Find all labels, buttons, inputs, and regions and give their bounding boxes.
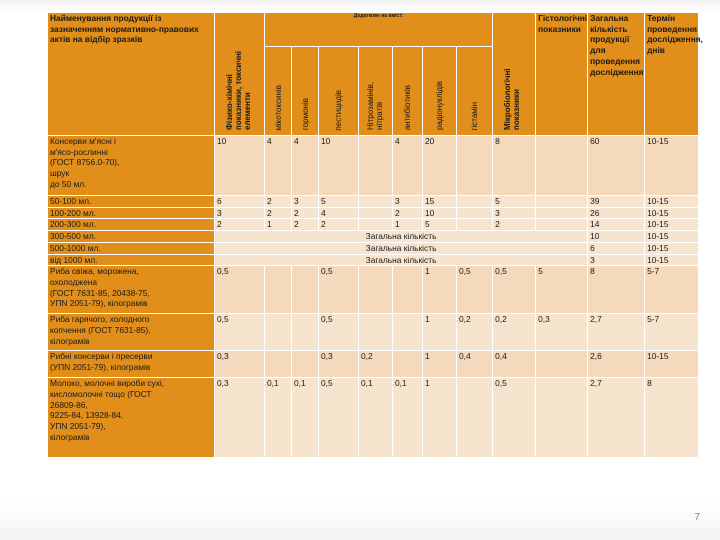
cell-value: 2,6 <box>588 351 645 378</box>
cell-value <box>536 378 588 458</box>
cell-value: 4 <box>393 136 423 196</box>
cell-value: 0,3 <box>536 314 588 351</box>
table-row <box>48 196 699 208</box>
sampling-norms-table <box>47 12 703 458</box>
cell-value: 1 <box>423 314 457 351</box>
cell-value: 3 <box>393 196 423 208</box>
cell-value: 5 <box>423 219 457 231</box>
cell-value <box>265 314 292 351</box>
cell-value: 2 <box>265 196 292 208</box>
cell-value <box>536 207 588 219</box>
cell-value: 0,5 <box>493 378 536 458</box>
total-quantity-note: Загальна кількість <box>215 254 588 266</box>
cell-value: 3 <box>292 196 319 208</box>
cell-value <box>457 207 493 219</box>
cell-value: 0,4 <box>457 351 493 378</box>
cell-value: 0,2 <box>457 314 493 351</box>
cell-value <box>359 207 393 219</box>
top-gradient <box>0 0 720 12</box>
cell-value: 1 <box>423 266 457 314</box>
cell-value: 10-15 <box>645 136 699 196</box>
cell-value: 0,3 <box>215 378 265 458</box>
cell-value: 20 <box>423 136 457 196</box>
cell-value: 10-15 <box>645 219 699 231</box>
header-row-1 <box>48 13 699 47</box>
table-row <box>48 314 699 351</box>
cell-value: 10 <box>215 136 265 196</box>
cell-value <box>359 266 393 314</box>
cell-value: 0,2 <box>493 314 536 351</box>
cell-value: 2 <box>265 207 292 219</box>
cell-value: 10 <box>588 231 645 243</box>
cell-value: 0,1 <box>393 378 423 458</box>
cell-value: 0,3 <box>319 351 359 378</box>
cell-value <box>393 266 423 314</box>
header-sub-histamine: гістамін <box>457 47 493 136</box>
product-name: Рибні консерви і пресерви (УПN 2051-79), кілограмів <box>48 351 215 378</box>
cell-value: 39 <box>588 196 645 208</box>
cell-value: 1 <box>423 351 457 378</box>
product-volume: 200-300 мл. <box>48 219 215 231</box>
header-total: Загальна кількість продукції для проведення дослідження <box>588 13 645 136</box>
cell-value: 2 <box>493 219 536 231</box>
cell-value <box>292 314 319 351</box>
product-name: Риба свіжа, морожена, охолоджена (ГОСТ 7631-85, 20438-75, УПN 2051-79), кілограмів <box>48 266 215 314</box>
cell-value: 0,5 <box>319 314 359 351</box>
cell-value: 2,7 <box>588 314 645 351</box>
cell-value: 5 <box>536 266 588 314</box>
table-row <box>48 231 699 243</box>
header-additional: Додаткове на вміст: <box>265 13 493 47</box>
cell-value: 5 <box>493 196 536 208</box>
cell-value: 6 <box>588 242 645 254</box>
cell-value: 0,1 <box>359 378 393 458</box>
cell-value: 5-7 <box>645 314 699 351</box>
cell-value <box>359 219 393 231</box>
cell-value: 8 <box>588 266 645 314</box>
cell-value: 0,5 <box>215 266 265 314</box>
total-quantity-note: Загальна кількість <box>215 231 588 243</box>
cell-value <box>536 351 588 378</box>
cell-value: 1 <box>265 219 292 231</box>
table-row <box>48 351 699 378</box>
header-sub-mycotoxins: мікотоксинів <box>265 47 292 136</box>
cell-value: 0,5 <box>319 378 359 458</box>
cell-value: 3 <box>493 207 536 219</box>
header-product: Найменування продукції із зазначенням нормативно-правових актів на відбір зразків <box>48 13 215 136</box>
cell-value: 0,1 <box>265 378 292 458</box>
cell-value: 10 <box>319 136 359 196</box>
cell-value: 0,2 <box>359 351 393 378</box>
cell-value: 10-15 <box>645 196 699 208</box>
cell-value: 60 <box>588 136 645 196</box>
total-quantity-note: Загальна кількість <box>215 242 588 254</box>
cell-value <box>393 351 423 378</box>
cell-value: 0,5 <box>215 314 265 351</box>
header-term: Термін проведення дослідження, днів <box>645 13 699 136</box>
cell-value: 10-15 <box>645 242 699 254</box>
cell-value: 2 <box>215 219 265 231</box>
cell-value: 0,5 <box>493 266 536 314</box>
header-sub-antibiotics: антибіотиків <box>393 47 423 136</box>
cell-value: 15 <box>423 196 457 208</box>
table-row <box>48 254 699 266</box>
table-row <box>48 207 699 219</box>
cell-value <box>536 136 588 196</box>
cell-value <box>536 219 588 231</box>
cell-value: 0,3 <box>215 351 265 378</box>
cell-value <box>457 196 493 208</box>
cell-value <box>359 314 393 351</box>
cell-value: 1 <box>423 378 457 458</box>
cell-value <box>265 266 292 314</box>
table-row <box>48 242 699 254</box>
cell-value: 0,5 <box>457 266 493 314</box>
product-volume: 50-100 мл. <box>48 196 215 208</box>
header-sub-hormones: гормонів <box>292 47 319 136</box>
cell-value: 6 <box>215 196 265 208</box>
cell-value <box>457 378 493 458</box>
cell-value <box>359 196 393 208</box>
header-micro: Мікробіологічні показники <box>493 13 536 136</box>
product-volume: від 1000 мл. <box>48 254 215 266</box>
product-volume: 500-1000 мл. <box>48 242 215 254</box>
header-histo: Гістологічні показники <box>536 13 588 136</box>
header-sub-radionuclides: радіонуклідів <box>423 47 457 136</box>
product-volume: 300-500 мл. <box>48 231 215 243</box>
bottom-gradient <box>0 500 720 540</box>
cell-value: 4 <box>292 136 319 196</box>
product-name: Консерви м'ясні і м'ясо-рослинні (ГОСТ 8756.0-70), шрук до 50 мл. <box>48 136 215 196</box>
cell-value: 10-15 <box>645 254 699 266</box>
cell-value <box>265 351 292 378</box>
header-physchem: Фізико-хімічні показники, токсичні елементи <box>215 13 265 136</box>
cell-value: 0,5 <box>319 266 359 314</box>
cell-value: 10-15 <box>645 207 699 219</box>
product-name: Молоко, молочні вироби сухі, кисломолочні тощо (ГОСТ 26809-86, 9225-84, 13928-84, УПN 2051-79), кілограмів <box>48 378 215 458</box>
cell-value: 2,7 <box>588 378 645 458</box>
header-sub-nitrosamines: Нітрозамінів, нітратів <box>359 47 393 136</box>
table-row <box>48 219 699 231</box>
table-row <box>48 378 699 458</box>
cell-value: 2 <box>292 219 319 231</box>
product-name: Риба гарячого, холодного копчення (ГОСТ 7631-85), кілограмів <box>48 314 215 351</box>
table-row <box>48 266 699 314</box>
table-row <box>48 136 699 196</box>
cell-value: 26 <box>588 207 645 219</box>
cell-value: 2 <box>319 219 359 231</box>
cell-value: 3 <box>588 254 645 266</box>
cell-value: 1 <box>393 219 423 231</box>
cell-value: 10 <box>423 207 457 219</box>
cell-value: 8 <box>493 136 536 196</box>
product-volume: 100-200 мл. <box>48 207 215 219</box>
cell-value: 5 <box>319 196 359 208</box>
cell-value <box>292 351 319 378</box>
cell-value: 4 <box>265 136 292 196</box>
cell-value: 5-7 <box>645 266 699 314</box>
cell-value: 2 <box>292 207 319 219</box>
cell-value: 14 <box>588 219 645 231</box>
cell-value: 0,4 <box>493 351 536 378</box>
cell-value: 2 <box>393 207 423 219</box>
cell-value <box>393 314 423 351</box>
cell-value <box>292 266 319 314</box>
cell-value <box>359 136 393 196</box>
cell-value <box>457 136 493 196</box>
cell-value: 0,1 <box>292 378 319 458</box>
cell-value: 4 <box>319 207 359 219</box>
cell-value: 8 <box>645 378 699 458</box>
cell-value <box>536 196 588 208</box>
page-number: 7 <box>694 512 700 523</box>
header-sub-pesticides: пестицидів <box>319 47 359 136</box>
cell-value: 10-15 <box>645 231 699 243</box>
cell-value <box>457 219 493 231</box>
cell-value: 10-15 <box>645 351 699 378</box>
cell-value: 3 <box>215 207 265 219</box>
